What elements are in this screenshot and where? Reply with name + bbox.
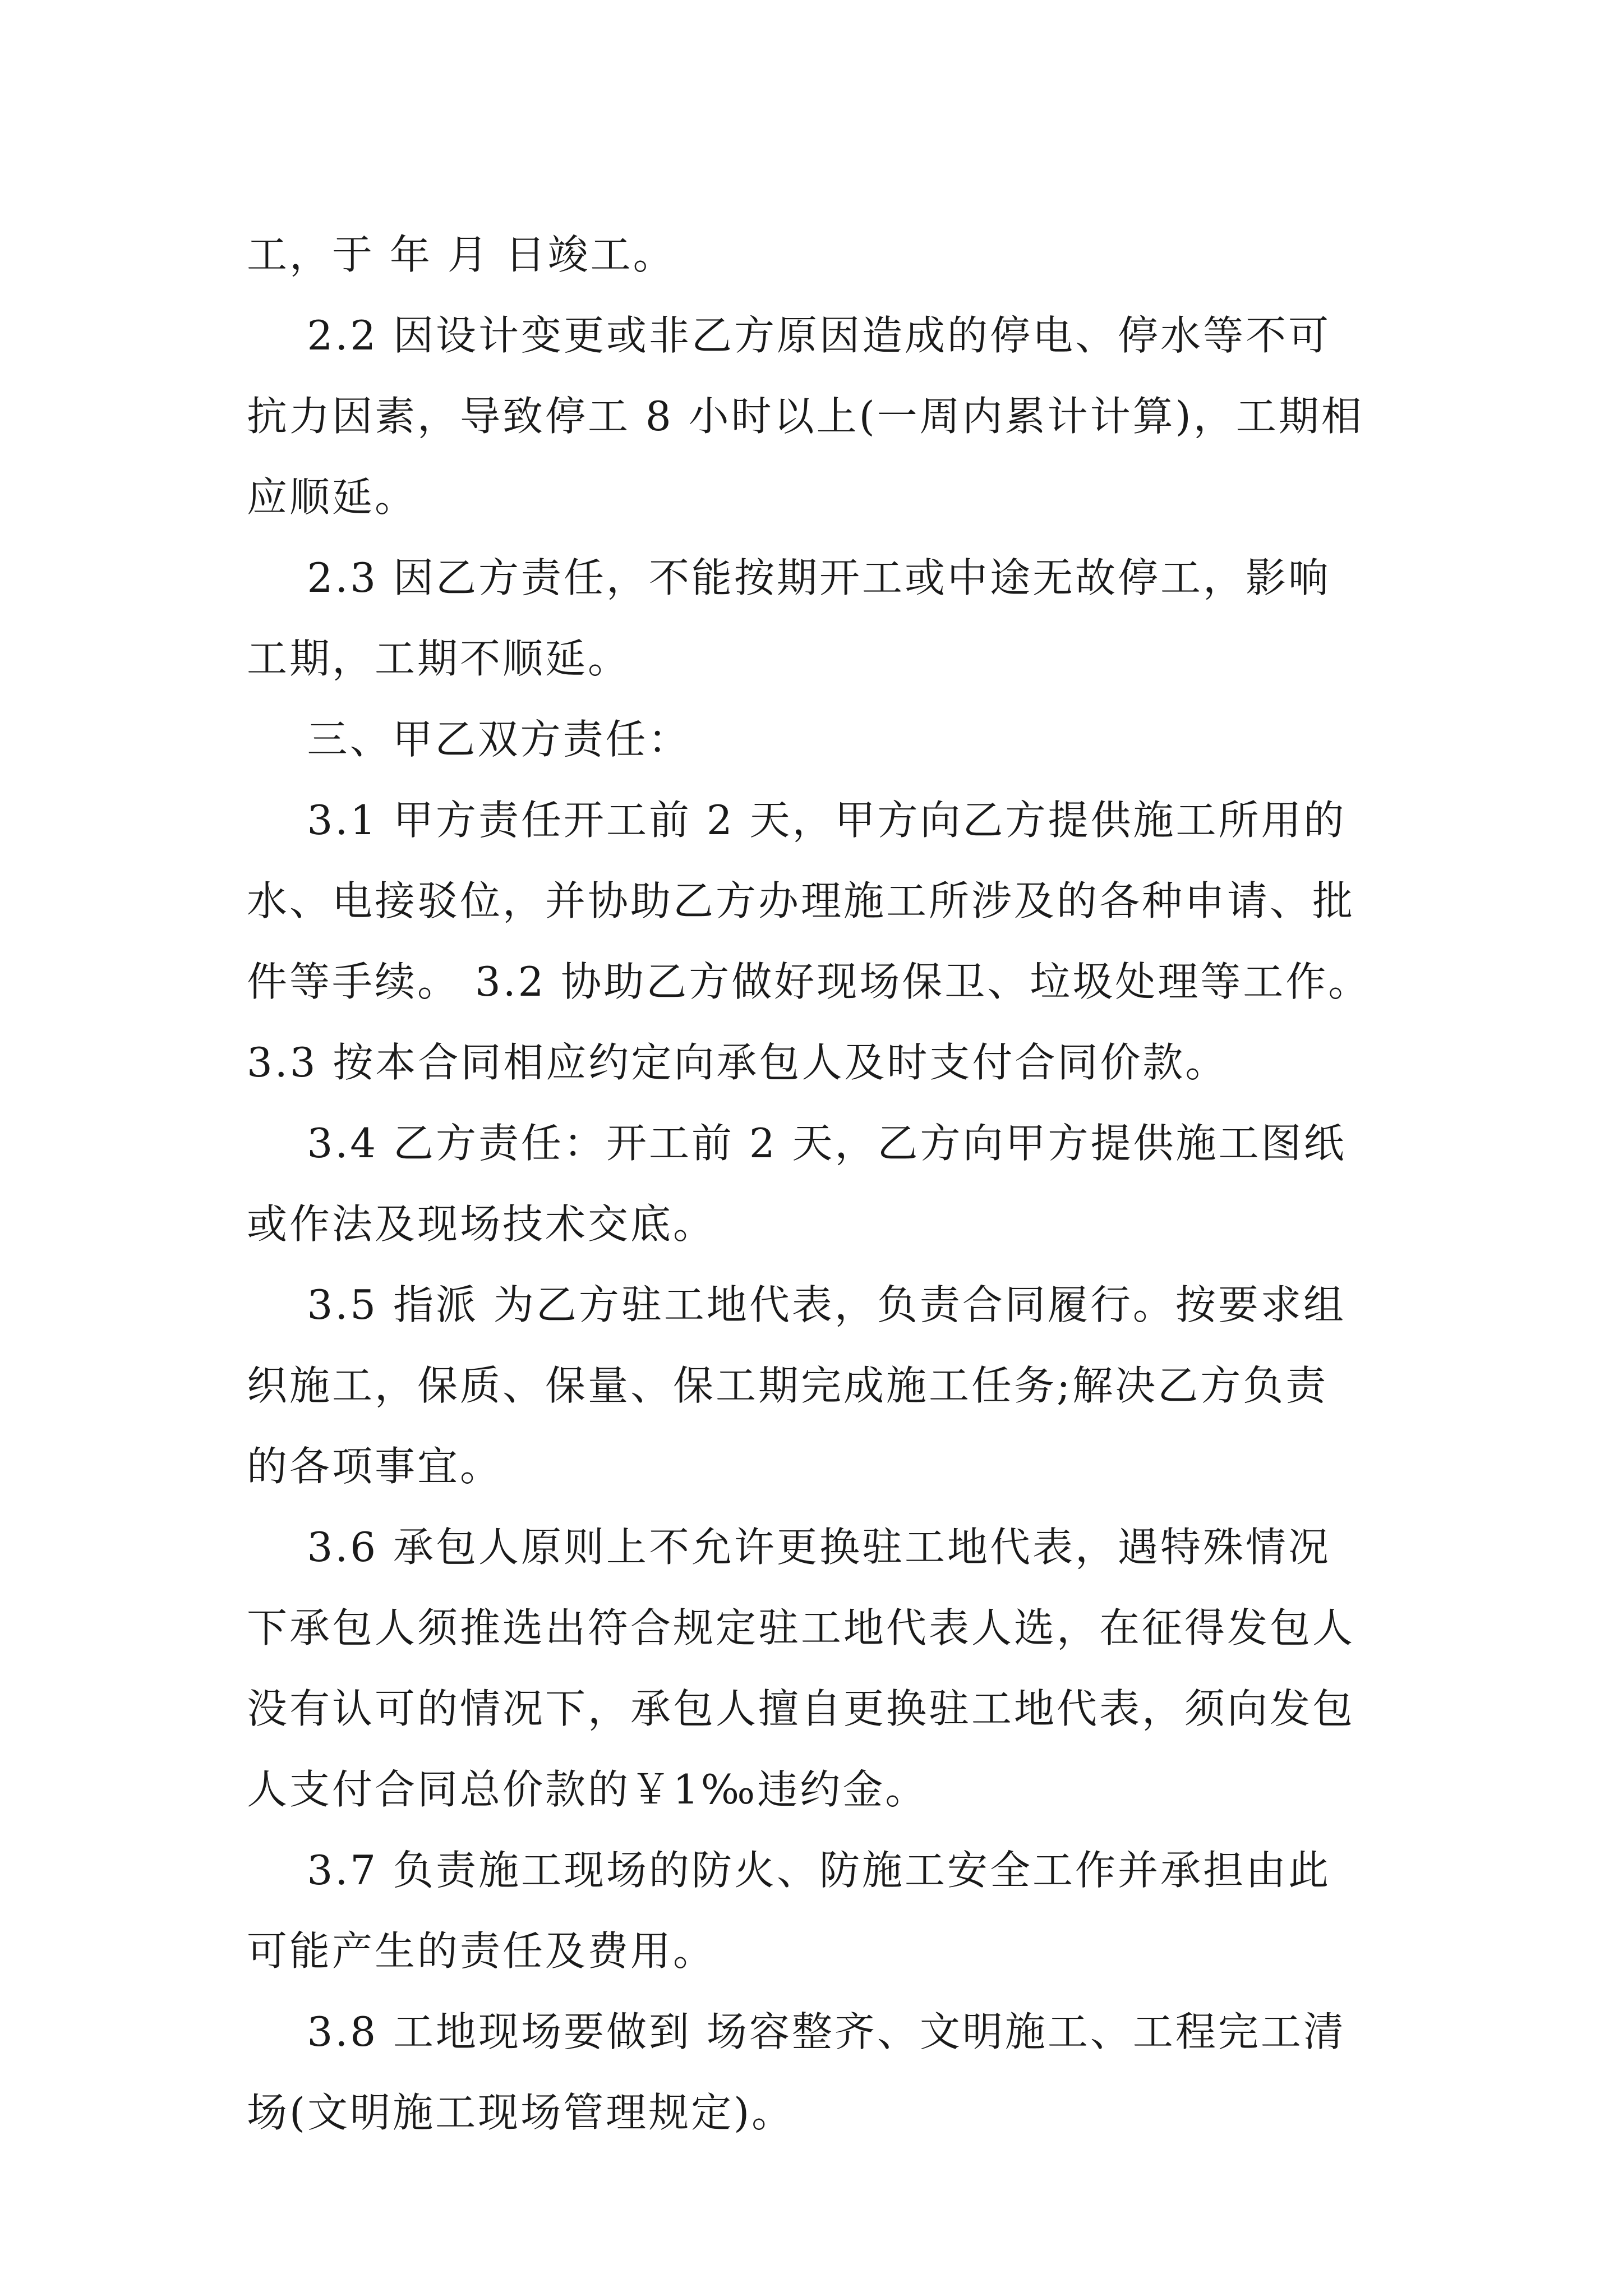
text-line: 3.1 甲方责任开工前 2 天，甲方向乙方提供施工所用的 xyxy=(247,797,1347,844)
text-line: 可能产生的责任及费用。 xyxy=(247,1927,716,1975)
text-line: 场(文明施工现场管理规定)。 xyxy=(247,2089,795,2136)
text-line: 件等手续。 3.2 协助乙方做好现场保卫、垃圾处理等工作。 xyxy=(247,958,1371,1005)
text-line: 水、电接驳位，并协助乙方办理施工所涉及的各种申请、批 xyxy=(247,877,1355,924)
text-line: 2.3 因乙方责任，不能按期开工或中途无故停工，影响 xyxy=(247,554,1331,601)
text-line: 人支付合同总价款的￥1‰违约金。 xyxy=(247,1766,928,1813)
text-line: 工期，工期不顺延。 xyxy=(247,635,631,682)
text-line: 3.3 按本合同相应约定向承包人及时支付合同价款。 xyxy=(247,1039,1228,1086)
text-line: 3.8 工地现场要做到 场容整齐、文明施工、工程完工清 xyxy=(247,2008,1346,2055)
text-line: 应顺延。 xyxy=(247,473,418,521)
text-line: 或作法及现场技术交底。 xyxy=(247,1200,716,1248)
text-line: 3.6 承包人原则上不允许更换驻工地代表，遇特殊情况 xyxy=(247,1524,1331,1571)
text-line: 织施工，保质、保量、保工期完成施工任务;解决乙方负责 xyxy=(247,1362,1329,1409)
document-body xyxy=(247,214,1374,2153)
text-line: 工，于 年 月 日竣工。 xyxy=(247,231,676,278)
text-line: 3.5 指派 为乙方驻工地代表，负责合同履行。按要求组 xyxy=(247,1281,1346,1328)
text-line: 没有认可的情况下，承包人擅自更换驻工地代表，须向发包 xyxy=(247,1685,1355,1732)
text-line: 3.7 负责施工现场的防火、防施工安全工作并承担由此 xyxy=(247,1847,1331,1894)
text-line: 的各项事宜。 xyxy=(247,1443,503,1490)
text-line: 下承包人须推选出符合规定驻工地代表人选，在征得发包人 xyxy=(247,1604,1355,1651)
text-line: 抗力因素，导致停工 8 小时以上(一周内累计计算)，工期相 xyxy=(247,393,1364,440)
section-heading: 三、甲乙双方责任： xyxy=(247,716,691,763)
text-line: 3.4 乙方责任：开工前 2 天，乙方向甲方提供施工图纸 xyxy=(247,1120,1347,1167)
text-line: 2.2 因设计变更或非乙方原因造成的停电、停水等不可 xyxy=(247,312,1331,359)
